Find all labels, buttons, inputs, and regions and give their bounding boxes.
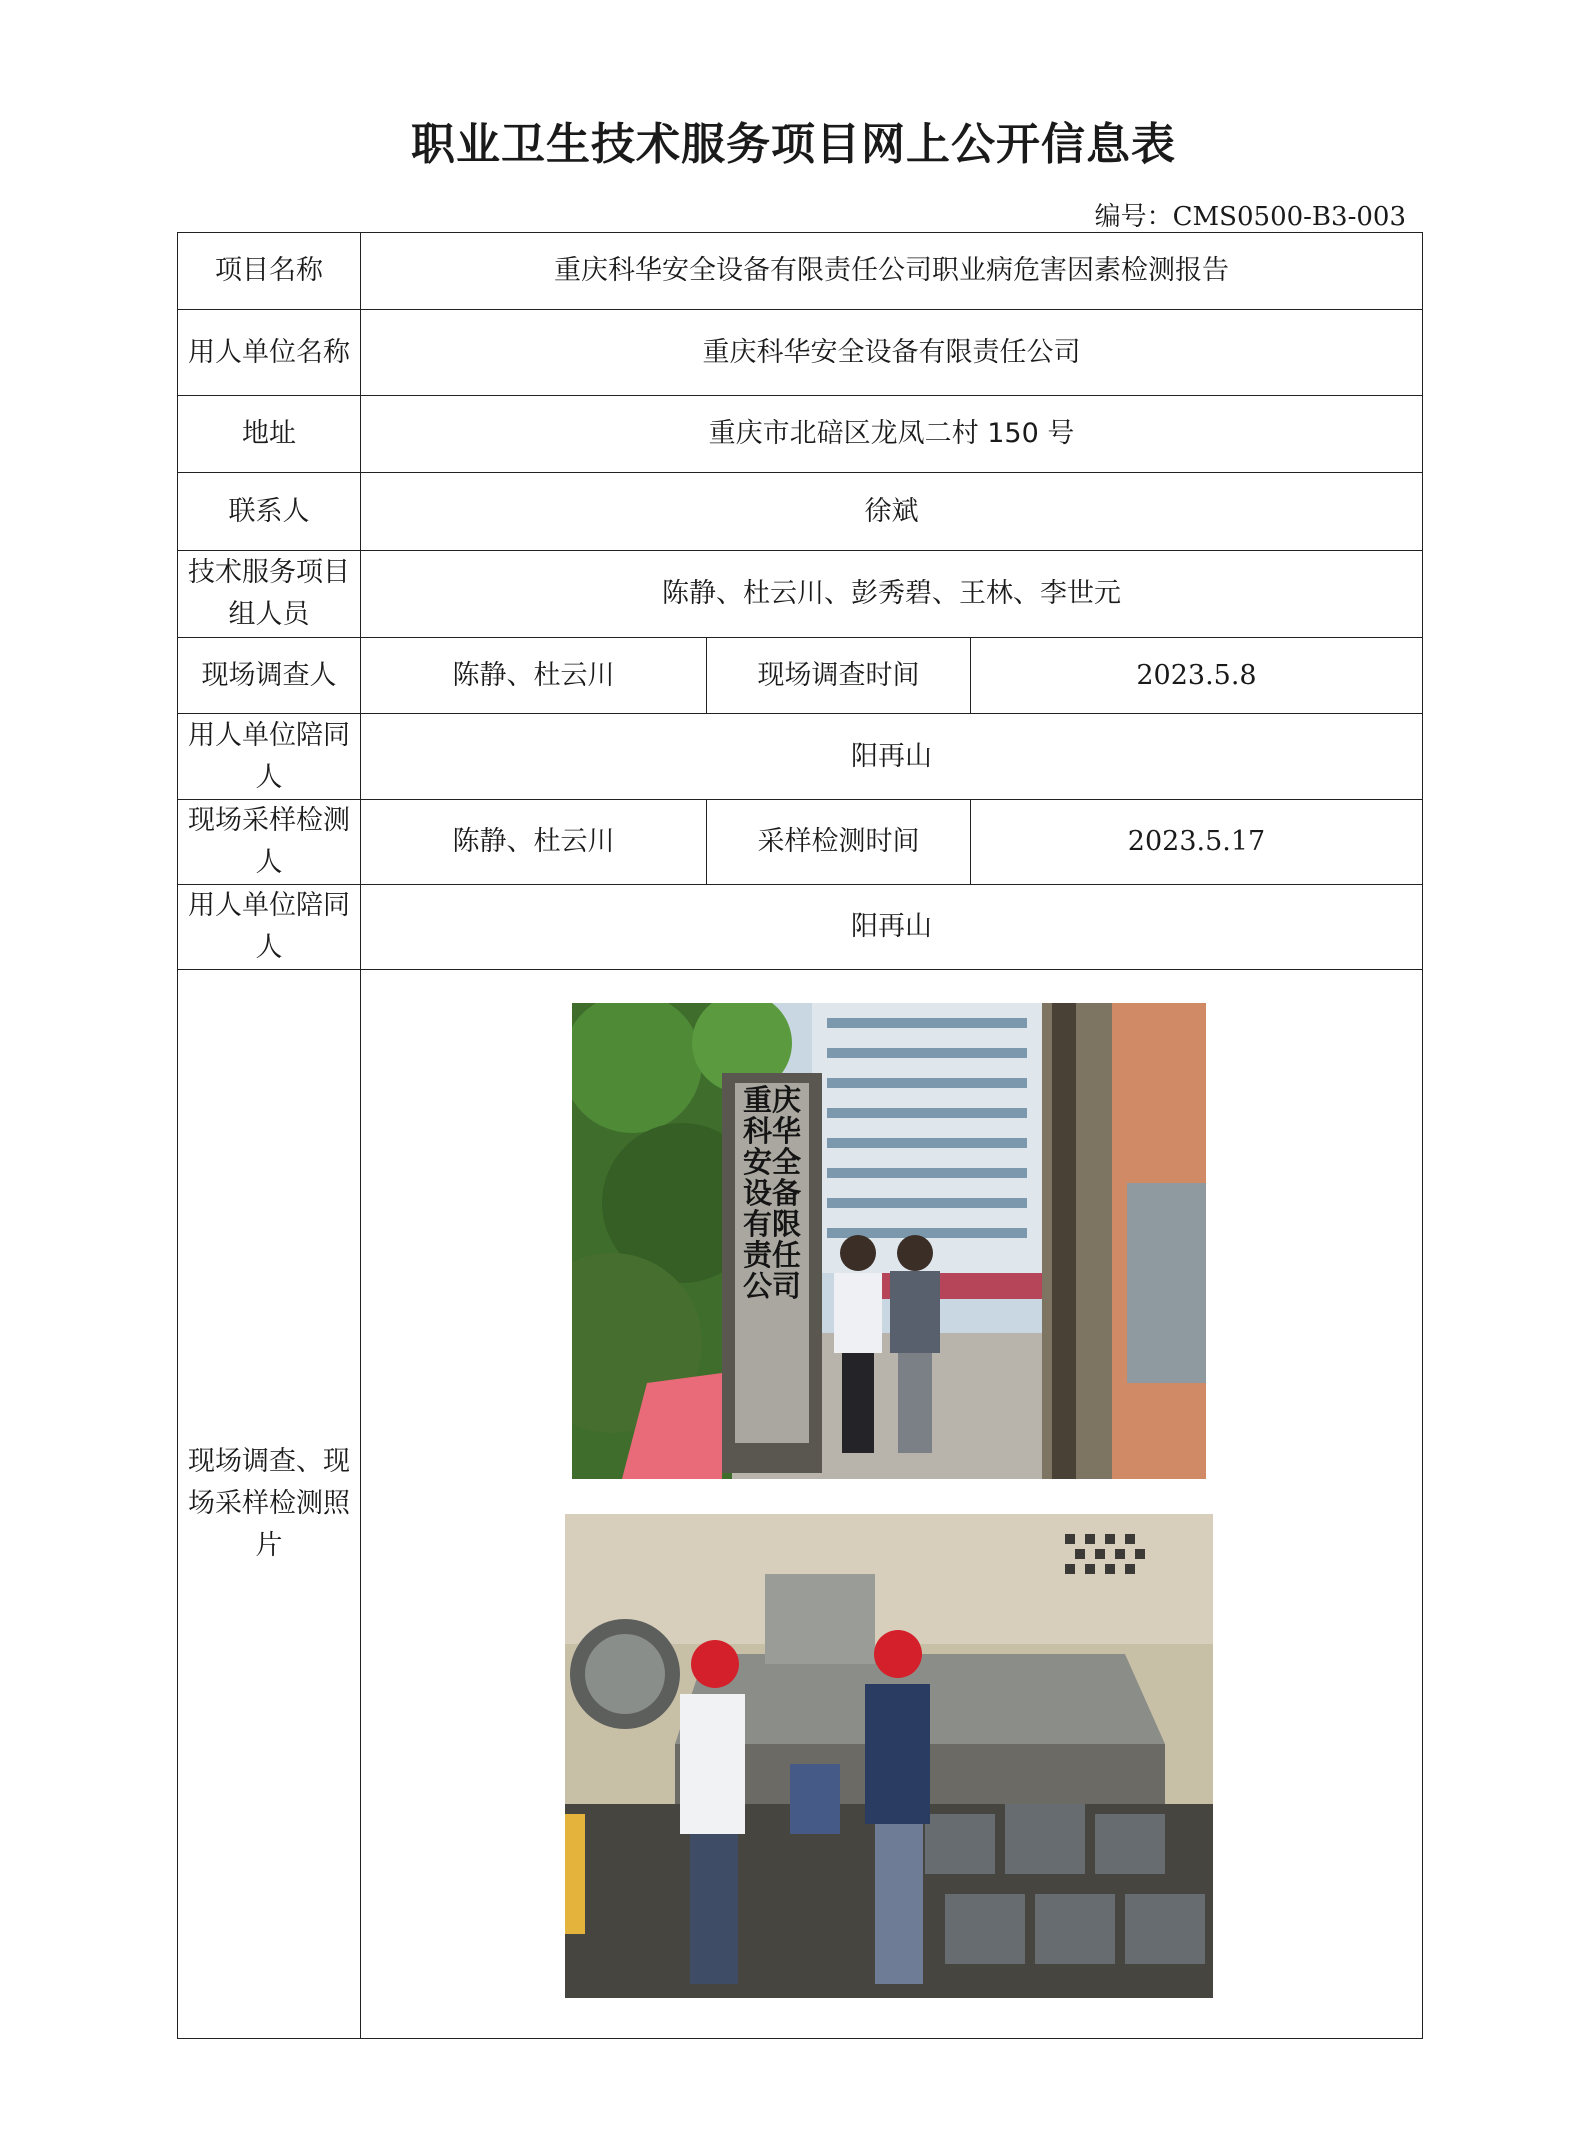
team-label: 技术服务项目组人员 [178,551,361,638]
escort1-label: 用人单位陪同人 [178,714,361,800]
escort2-label: 用人单位陪同人 [178,885,361,970]
row-sampling [178,800,1423,885]
row-project-name [178,233,1423,310]
workshop-photo [565,1514,1213,1998]
row-survey [178,638,1423,714]
escort2-value: 阳再山 [361,885,1423,970]
survey-person-value: 陈静、杜云川 [361,638,707,714]
project-name-value: 重庆科华安全设备有限责任公司职业病危害因素检测报告 [361,233,1423,310]
survey-time-label: 现场调查时间 [707,638,971,714]
row-address [178,396,1423,473]
row-employer [178,310,1423,396]
address-label: 地址 [178,396,361,473]
employer-label: 用人单位名称 [178,310,361,396]
team-value: 陈静、杜云川、彭秀碧、王林、李世元 [361,551,1423,638]
row-photos [178,970,1423,2039]
sampling-person-value: 陈静、杜云川 [361,800,707,885]
row-escort-1 [178,714,1423,800]
sampling-time-value: 2023.5.17 [971,800,1423,885]
sampling-person-label: 现场采样检测人 [178,800,361,885]
gate-sign-text: 重庆科华安全设备有限责任公司 [742,1083,801,1303]
page-title: 职业卫生技术服务项目网上公开信息表 [411,119,1176,170]
escort1-value: 阳再山 [361,714,1423,800]
project-name-label: 项目名称 [178,233,361,310]
employer-value: 重庆科华安全设备有限责任公司 [361,310,1423,396]
photos-label: 现场调查、现场采样检测照片 [178,970,361,2039]
survey-person-label: 现场调查人 [178,638,361,714]
row-escort-2 [178,885,1423,970]
contact-value: 徐斌 [361,473,1423,551]
survey-time-value: 2023.5.8 [971,638,1423,714]
address-value: 重庆市北碚区龙凤二村 150 号 [361,396,1423,473]
document-number: 编号：CMS0500-B3-003 [1094,202,1406,232]
gate-photo [572,1003,1206,1479]
row-team [178,551,1423,638]
photos-cell [361,970,1423,2039]
contact-label: 联系人 [178,473,361,551]
sampling-time-label: 采样检测时间 [707,800,971,885]
row-contact [178,473,1423,551]
info-table [177,232,1423,2039]
